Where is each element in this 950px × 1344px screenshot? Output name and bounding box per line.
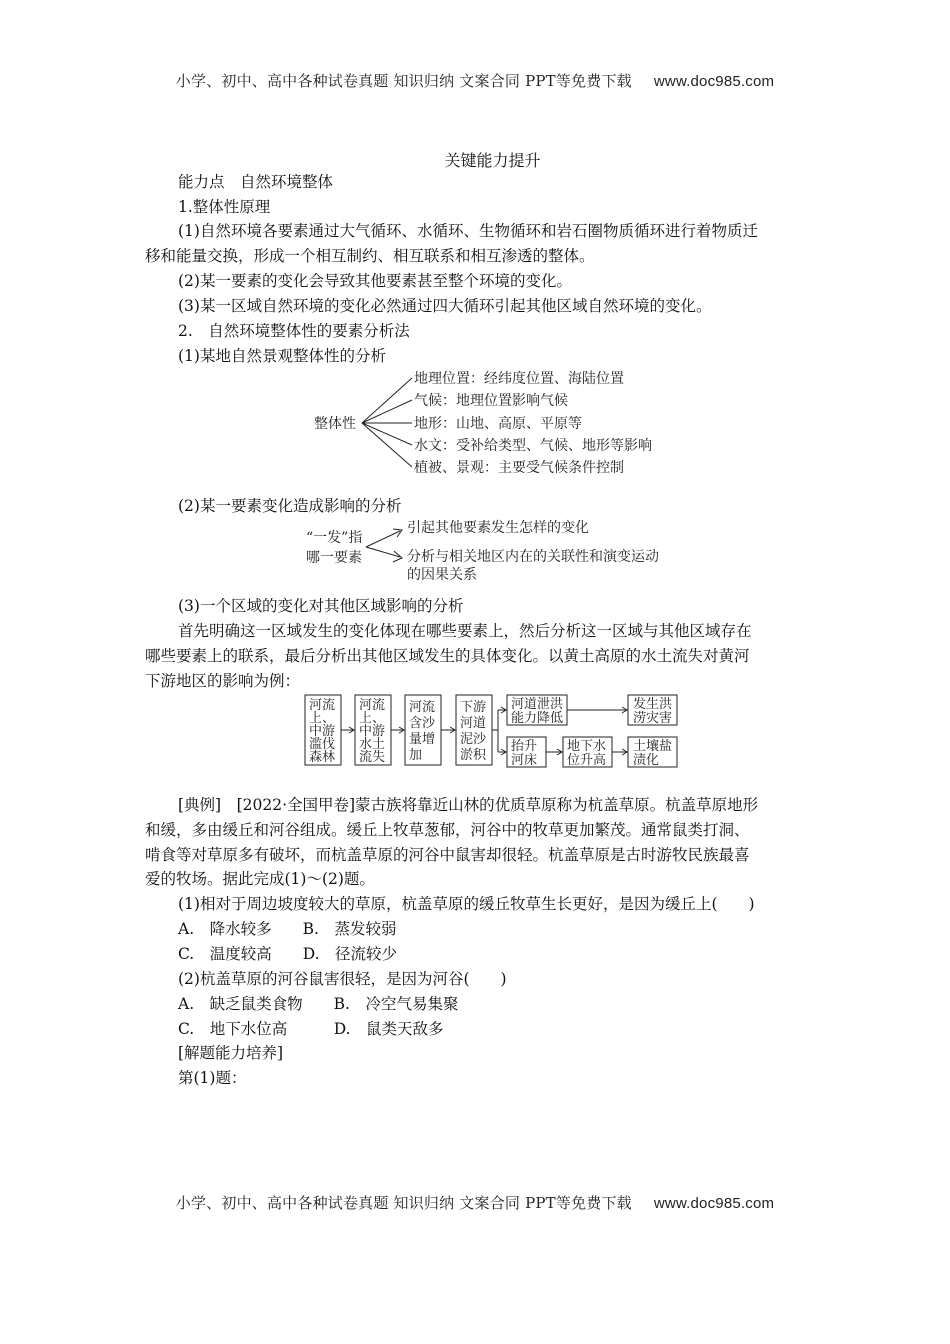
diagram1-item-3: 地形：山地、高原、平原等 <box>414 416 582 432</box>
diagram1-item-4: 水文：受补给类型、气候、地形等影响 <box>414 438 652 454</box>
subheading-1: 1.整体性原理 <box>178 198 271 216</box>
paragraph-3: (3)某一区域自然环境的变化必然通过四大循环引起其他区域自然环境的变化。 <box>178 297 712 315</box>
flow-b7-l2: 河床 <box>511 753 538 768</box>
flow-b3-l1: 河流 <box>409 700 436 715</box>
section-heading: 能力点 自然环境整体 <box>178 173 334 191</box>
diagram1-branch-2 <box>362 400 412 423</box>
diagram2-arrowhead-up <box>393 529 402 537</box>
paragraph-1a: (1)自然环境各要素通过大气循环、水循环、生物循环和岩石圈物质循环进行着物质迁 <box>178 222 758 240</box>
subheading-2-2: (2)某一要素变化造成影响的分析 <box>178 497 402 515</box>
flow-b2-l3: 中游 <box>359 724 386 739</box>
diagram2-right-1: 引起其他要素发生怎样的变化 <box>407 520 589 536</box>
flow-b1-l1: 河流 <box>309 698 336 713</box>
solving-ability-heading: [解题能力培养] <box>178 1044 284 1062</box>
question-2-options-ab: A. 缺乏鼠类食物 B. 冷空气易集聚 <box>178 995 459 1013</box>
example-line-2: 和缓，多由缓丘和河谷组成。缓丘上牧草葱郁，河谷中的牧草更加繁茂。通常鼠类打洞、 <box>145 821 750 839</box>
flow-b1-l5: 森林 <box>309 750 336 765</box>
paragraph-4b: 哪些要素上的联系，最后分析出其他区域发生的具体变化。以黄土高原的水土流失对黄河 <box>145 647 750 665</box>
subheading-2-1: (1)某地自然景观整体性的分析 <box>178 347 386 365</box>
paragraph-1b: 移和能量交换，形成一个相互制约、相互联系和相互渗透的整体。 <box>145 247 595 265</box>
flow-b7-l1: 抬升 <box>511 739 538 754</box>
flow-b1-l3: 中游 <box>309 724 336 739</box>
flow-b3-l2: 含沙 <box>409 716 436 731</box>
flow-b2-l5: 流失 <box>359 750 386 765</box>
example-line-1: [典例] [2022·全国甲卷]蒙古族将靠近山林的优质草原称为杭盖草原。杭盖草原地形 <box>178 796 759 814</box>
header-website[interactable]: www.doc985.com <box>653 73 775 90</box>
footer-website[interactable]: www.doc985.com <box>653 1195 775 1212</box>
diagram1-branch-1 <box>362 378 412 423</box>
flow-b4-l3: 泥沙 <box>460 732 487 747</box>
question-2-options-cd: C. 地下水位高 D. 鼠类天敌多 <box>178 1020 444 1038</box>
flow-b8-l2: 位升高 <box>567 753 607 768</box>
header-text: 小学、初中、高中各种试卷真题 知识归纳 文案合同 PPT等免费下载 <box>175 72 632 90</box>
page-title: 关键能力提升 <box>444 151 541 170</box>
wholeness-diagram <box>300 362 700 482</box>
flow-b2-l1: 河流 <box>359 698 386 713</box>
diagram2-right-2a: 分析与相关地区内在的关联性和演变运动 <box>407 549 659 565</box>
flow-b9-l1: 土壤盐 <box>633 739 673 754</box>
one-trigger-diagram <box>300 515 700 587</box>
flow-b3-l3: 量增 <box>409 732 436 747</box>
flow-b9-l2: 渍化 <box>633 753 660 768</box>
diagram2-left-1: “一发”指 <box>306 530 363 546</box>
example-line-4: 爱的牧场。据此完成(1)～(2)题。 <box>145 870 375 888</box>
diagram2-right-2b: 的因果关系 <box>407 567 477 583</box>
subheading-2-3: (3)一个区域的变化对其他区域影响的分析 <box>178 597 464 615</box>
footer-text: 小学、初中、高中各种试卷真题 知识归纳 文案合同 PPT等免费下载 <box>175 1194 632 1212</box>
question-1-label: 第(1)题： <box>178 1069 247 1087</box>
flow-b5-l2: 能力降低 <box>511 711 564 726</box>
paragraph-4c: 下游地区的影响为例： <box>145 672 301 690</box>
flow-b2-l4: 水土 <box>359 737 386 752</box>
flow-b8-l1: 地下水 <box>567 739 607 754</box>
example-line-3: 啃食等对草原多有破坏，而杭盖草原的河谷中鼠害却很轻。杭盖草原是古时游牧民族最喜 <box>145 846 750 864</box>
diagram2-arrow-up <box>366 531 400 547</box>
diagram1-item-2: 气候：地理位置影响气候 <box>414 393 568 409</box>
flow-b1-l2: 上、 <box>309 711 336 726</box>
flow-b6-l1: 发生洪 <box>633 697 673 712</box>
flow-b6-l2: 涝灾害 <box>633 711 673 726</box>
flow-b4-l1: 下游 <box>460 700 487 715</box>
soil-erosion-flowchart <box>300 692 690 772</box>
flow-b1-l4: 滥伐 <box>309 737 336 752</box>
diagram1-item-1: 地理位置：经纬度位置、海陆位置 <box>414 371 624 387</box>
question-1-options-cd: C. 温度较高 D. 径流较少 <box>178 945 398 963</box>
flow-b4-l2: 河道 <box>460 716 487 731</box>
question-1-options-ab: A. 降水较多 B. 蒸发较弱 <box>178 920 397 938</box>
diagram2-left-2: 哪一要素 <box>306 550 362 566</box>
paragraph-2: (2)某一要素的变化会导致其他要素甚至整个环境的变化。 <box>178 272 572 290</box>
flow-b5-l1: 河道泄洪 <box>511 697 564 712</box>
question-2: (2)杭盖草原的河谷鼠害很轻，是因为河谷( ) <box>178 970 507 988</box>
flow-b3-l4: 加 <box>409 748 423 763</box>
flow-b2-l2: 上、 <box>359 711 386 726</box>
page-footer <box>0 1192 950 1213</box>
subheading-2: 2. 自然环境整体性的要素分析法 <box>178 322 410 340</box>
diagram1-item-5: 植被、景观：主要受气候条件控制 <box>414 460 624 476</box>
diagram1-branch-4 <box>362 423 412 445</box>
question-1: (1)相对于周边坡度较大的草原，杭盖草原的缓丘牧草生长更好，是因为缓丘上( ) <box>178 895 755 913</box>
diagram1-center: 整体性 <box>314 416 356 432</box>
paragraph-4a: 首先明确这一区域发生的变化体现在哪些要素上，然后分析这一区域与其他区域存在 <box>178 622 752 640</box>
page-header <box>0 70 950 91</box>
diagram1-branch-5 <box>362 423 412 467</box>
flow-b4-l4: 淤积 <box>460 748 487 763</box>
